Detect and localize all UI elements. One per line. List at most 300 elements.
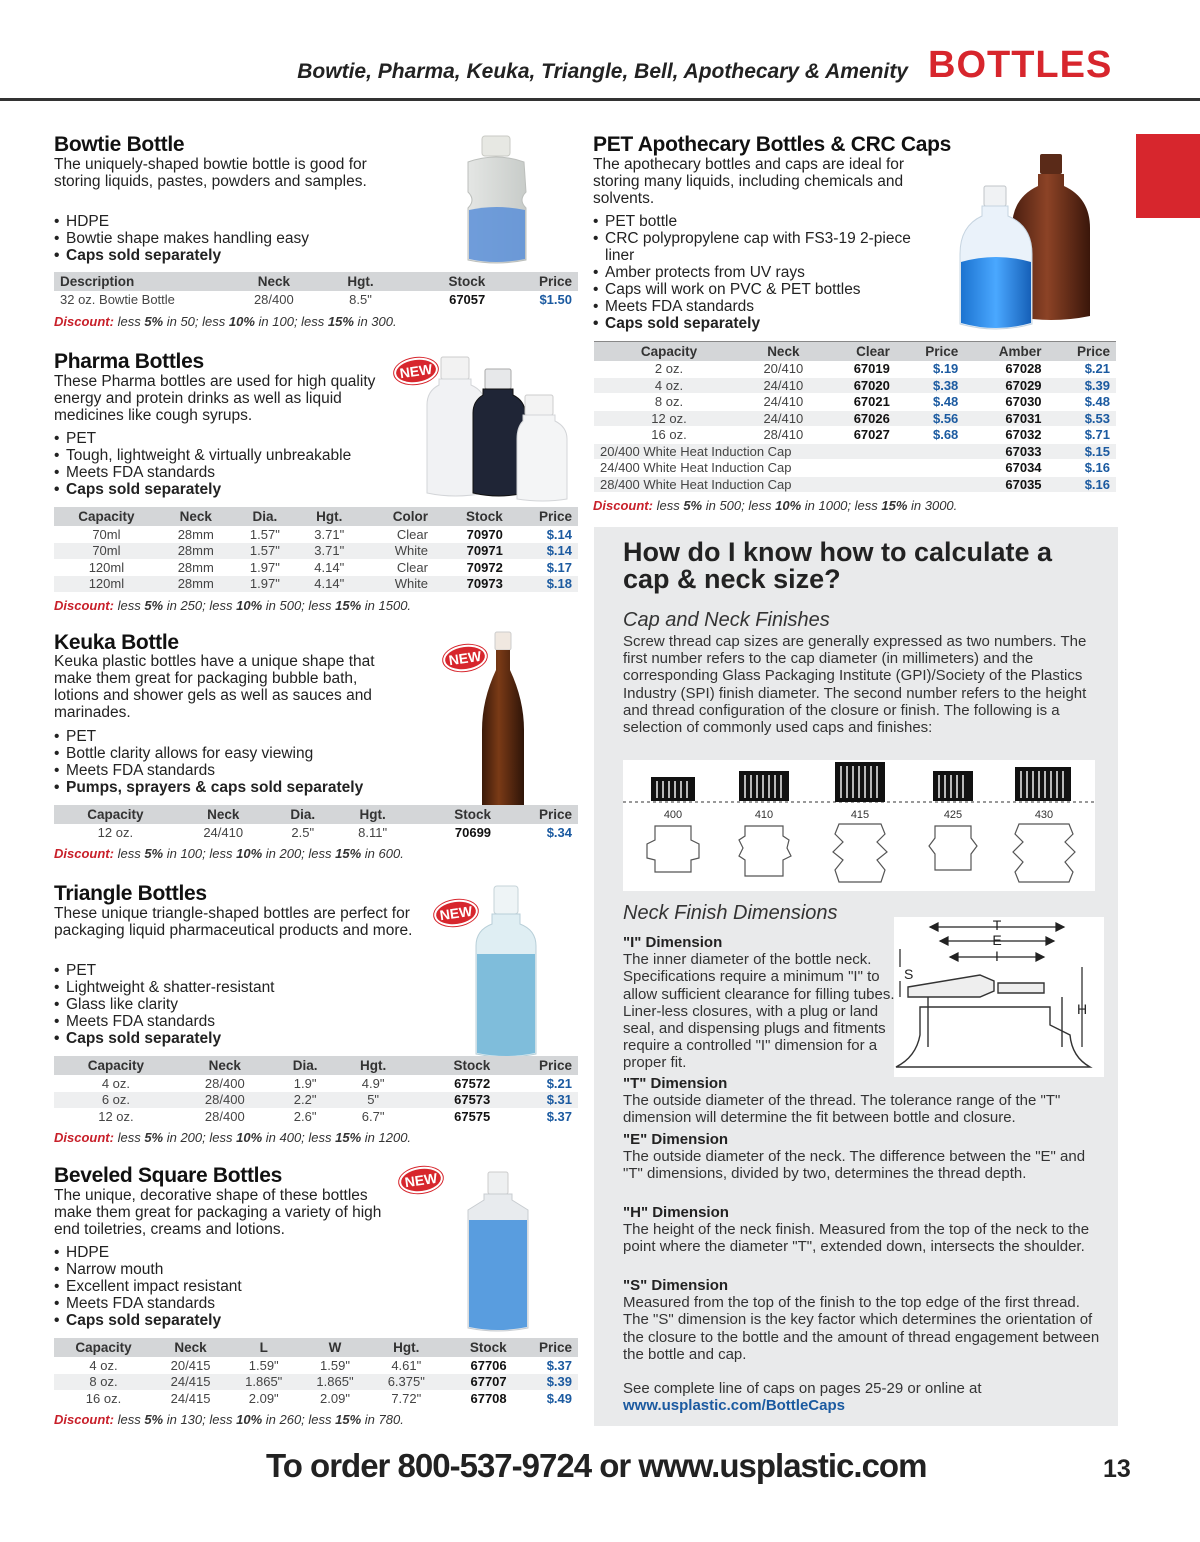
discount-pct: 10% <box>228 314 255 329</box>
table-cell: Clear <box>361 526 434 543</box>
dim-e-head: "E" Dimension <box>623 1131 729 1148</box>
table-row <box>594 460 1116 477</box>
apothecary-discount <box>593 498 957 513</box>
col-header: W <box>299 1338 370 1357</box>
table-cell: 12 oz. <box>54 1108 178 1125</box>
table-cell: 1.865" <box>299 1374 370 1391</box>
col-header: Price <box>1048 342 1116 361</box>
discount-pct: 5% <box>144 1130 164 1145</box>
beveled-table <box>54 1338 578 1407</box>
table-row <box>594 443 1116 460</box>
stock-cell: 67706 <box>442 1357 513 1374</box>
finish-label: 415 <box>850 809 870 821</box>
stock-cell: 67032 <box>964 427 1047 444</box>
table-cell: 4 oz. <box>54 1357 153 1374</box>
dim-e <box>623 1131 1103 1183</box>
neck-dimension-diagram <box>894 917 1104 1077</box>
new-badge: NEW <box>441 642 488 674</box>
table-row <box>594 361 1116 378</box>
discount-text: less <box>117 314 145 329</box>
table-cell: 3.71" <box>297 526 361 543</box>
section-tab <box>1136 134 1200 218</box>
keuka-table <box>54 805 578 841</box>
col-header: Price <box>513 1338 578 1357</box>
price-cell: $.17 <box>509 559 578 576</box>
feature-item: • Excellent impact resistant <box>54 1278 414 1295</box>
discount-text: in 300. <box>353 314 397 329</box>
discount-text: less <box>117 846 145 861</box>
col-header: L <box>228 1338 299 1357</box>
feature-item: • Glass like clarity <box>54 996 414 1013</box>
table-cell: 20/400 White Heat Induction Cap <box>594 443 964 460</box>
table-cell: 8 oz. <box>594 394 744 411</box>
table-row <box>594 394 1116 411</box>
apothecary-desc: The apothecary bottles and caps are ideal for storing many liquids, including chemicals and solvents. <box>593 156 905 207</box>
pharma-title: Pharma Bottles <box>54 350 204 373</box>
table-cell: 120ml <box>54 559 159 576</box>
col-header: Neck <box>744 342 823 361</box>
feature-item: • Narrow mouth <box>54 1261 414 1278</box>
feature-item: • Meets FDA standards <box>54 464 414 481</box>
table-cell: 1.59" <box>299 1357 370 1374</box>
discount-text: in 100; less <box>254 314 328 329</box>
cap-neck-text: Screw thread cap sizes are generally expressed as two numbers. The first number refers to the cap diameter (in millimeters) and the corresponding Glass Packaging Institute (GPI)/Society of the Plastics Industry (SPI) finish diameter. The second number refers to the height and thread configuration of the closure or finish. The following is a selection of commonly used caps and finishes: <box>623 633 1087 737</box>
discount-text: in 780. <box>361 1412 404 1427</box>
dim-i <box>623 934 898 1072</box>
table-cell: 8 oz. <box>54 1374 153 1391</box>
stock-cell: 67030 <box>964 394 1047 411</box>
table-cell: 1.57" <box>233 526 297 543</box>
col-header: Capacity <box>54 1338 153 1357</box>
see-more <box>623 1380 1103 1414</box>
feature-item: • Amber protects from UV rays <box>593 264 938 281</box>
dim-label-i: I <box>995 948 999 964</box>
table-cell: 28/410 <box>744 427 823 444</box>
discount-pct: 15% <box>335 1130 362 1145</box>
price-cell: $.71 <box>1048 427 1116 444</box>
feature-item: • CRC polypropylene cap with FS3-19 2-piece liner <box>593 230 938 264</box>
triangle-table <box>54 1056 578 1125</box>
col-header: Stock <box>397 272 491 291</box>
pharma-bottles-image <box>425 355 571 503</box>
price-cell: $.68 <box>896 427 964 444</box>
dim-e-text: The outside diameter of the neck. The difference between the "E" and "T" dimensions, divided by two, determines the thread depth. <box>623 1148 1086 1183</box>
table-cell: 28mm <box>159 559 233 576</box>
table-cell: White <box>361 576 434 593</box>
price-cell: $.19 <box>896 361 964 378</box>
stock-cell: 67708 <box>442 1390 513 1407</box>
price-cell: $.34 <box>497 824 578 841</box>
col-header: Amber <box>964 342 1047 361</box>
stock-cell: 67027 <box>823 427 896 444</box>
bowtie-discount <box>54 314 397 329</box>
price-cell: $.39 <box>1048 377 1116 394</box>
beveled-title: Beveled Square Bottles <box>54 1164 282 1187</box>
price-cell: $.53 <box>1048 410 1116 427</box>
new-badge: NEW <box>392 355 439 387</box>
bowtie-bottle-image <box>448 134 544 266</box>
cap-neck-subtitle: Cap and Neck Finishes <box>623 609 830 631</box>
triangle-features <box>54 962 414 1047</box>
col-header: Neck <box>177 805 270 824</box>
table-cell: 32 oz. Bowtie Bottle <box>54 291 224 308</box>
discount-pct: 15% <box>335 1412 362 1427</box>
table-cell: 120ml <box>54 576 159 593</box>
table-row <box>54 526 578 543</box>
table-cell: 4 oz. <box>54 1075 178 1092</box>
table-row <box>54 1092 578 1109</box>
table-cell: 7.72" <box>371 1390 442 1407</box>
table-cell: 28/400 <box>178 1075 272 1092</box>
dim-t-head: "T" Dimension <box>623 1075 728 1092</box>
stock-cell: 70970 <box>434 526 509 543</box>
discount-text: in 1500. <box>361 598 412 613</box>
pharma-discount <box>54 598 411 613</box>
discount-text: in 130; less <box>163 1412 237 1427</box>
stock-cell: 67026 <box>823 410 896 427</box>
discount-pct: 10% <box>236 1130 263 1145</box>
table-cell: 1.57" <box>233 543 297 560</box>
discount-pct: 15% <box>335 846 362 861</box>
discount-text: in 600. <box>361 846 404 861</box>
stock-cell: 67035 <box>964 476 1047 493</box>
table-cell: 12 oz. <box>594 410 744 427</box>
finish-label: 425 <box>943 809 963 821</box>
discount-text: in 500; less <box>262 598 336 613</box>
pharma-features <box>54 430 414 498</box>
table-cell: 4.14" <box>297 576 361 593</box>
col-header: Stock <box>442 1338 513 1357</box>
bottle-caps-link[interactable]: www.usplastic.com/BottleCaps <box>623 1397 845 1415</box>
table-cell: 12 oz. <box>54 824 177 841</box>
dim-h-head: "H" Dimension <box>623 1204 729 1221</box>
col-header: Hgt. <box>336 805 410 824</box>
table-cell: 4.61" <box>371 1357 442 1374</box>
dim-t <box>623 1075 1103 1127</box>
table-cell: 4 oz. <box>594 377 744 394</box>
stock-cell: 67028 <box>964 361 1047 378</box>
discount-label: Discount: <box>54 598 114 613</box>
table-cell: 24/410 <box>744 410 823 427</box>
discount-label: Discount: <box>593 498 653 513</box>
price-cell: $.14 <box>509 543 578 560</box>
stock-cell: 67029 <box>964 377 1047 394</box>
col-header: Dia. <box>233 507 297 526</box>
table-cell: 24/410 <box>177 824 270 841</box>
dim-h <box>623 1204 1103 1256</box>
discount-text: in 400; less <box>262 1130 336 1145</box>
price-cell: $.21 <box>1048 361 1116 378</box>
table-cell: 24/410 <box>744 394 823 411</box>
col-header: Neck <box>178 1056 272 1075</box>
discount-text: less <box>117 1412 145 1427</box>
discount-pct: 10% <box>236 1412 263 1427</box>
table-cell: 6 oz. <box>54 1092 178 1109</box>
stock-cell: 70973 <box>434 576 509 593</box>
finish-label: 400 <box>663 809 683 821</box>
price-cell: $.14 <box>509 526 578 543</box>
dim-t-text: The outside diameter of the thread. The tolerance range of the "T" dimension will determine the fit between bottle and closure. <box>623 1092 1061 1127</box>
header-rule <box>0 98 1200 101</box>
price-cell: $.37 <box>496 1108 578 1125</box>
stock-cell: 67707 <box>442 1374 513 1391</box>
finish-label: 410 <box>754 809 774 821</box>
pharma-desc: These Pharma bottles are used for high quality energy and protein drinks as well as liquid medicines like cough syrups. <box>54 373 376 424</box>
feature-item: • Meets FDA standards <box>54 1013 414 1030</box>
col-header: Hgt. <box>324 272 398 291</box>
table-cell: 5" <box>338 1092 407 1109</box>
table-cell: 1.97" <box>233 576 297 593</box>
table-cell: 2 oz. <box>594 361 744 378</box>
discount-text: in 200; less <box>163 1130 237 1145</box>
discount-label: Discount: <box>54 314 114 329</box>
table-cell: 3.71" <box>297 543 361 560</box>
apothecary-features <box>593 213 938 332</box>
table-cell: 1.59" <box>228 1357 299 1374</box>
feature-item: • Caps will work on PVC & PET bottles <box>593 281 938 298</box>
col-header: Price <box>491 272 578 291</box>
price-cell: $.31 <box>496 1092 578 1109</box>
discount-text: less <box>117 598 145 613</box>
price-cell: $.37 <box>513 1357 578 1374</box>
header-subtitle: Bowtie, Pharma, Keuka, Triangle, Bell, Apothecary & Amenity <box>297 60 908 83</box>
price-cell: $.21 <box>496 1075 578 1092</box>
col-header: Capacity <box>54 507 159 526</box>
price-cell: $.56 <box>896 410 964 427</box>
discount-label: Discount: <box>54 846 114 861</box>
dim-h-text: The height of the neck finish. Measured from the top of the neck to the point where the diameter "T", extended down, intersects the shoulder. <box>623 1221 1090 1256</box>
stock-cell: 67057 <box>397 291 491 308</box>
col-header: Stock <box>408 1056 496 1075</box>
section-title: BOTTLES <box>928 44 1113 86</box>
dim-i-text: The inner diameter of the bottle neck. Specifications require a minimum "I" to allow sufficient clearance for filling tubes. Liner-less closures, with a plug or land seal, and dispensing plugs and fitments require a controlled "I" dimension for a proper fit. <box>623 951 895 1072</box>
table-cell: 28mm <box>159 526 233 543</box>
table-cell: 2.09" <box>299 1390 370 1407</box>
col-header: Capacity <box>54 1056 178 1075</box>
stock-cell: 67021 <box>823 394 896 411</box>
dim-s-text: Measured from the top of the finish to the top edge of the first thread. The "S" dimension is the key factor which determines the orientation of the closure to the bottle and the amount of thread engagement between the bottle and cap. <box>623 1294 1100 1363</box>
order-footer: To order 800-537-9724 or www.usplastic.com <box>266 1447 927 1484</box>
discount-pct: 10% <box>236 598 263 613</box>
price-cell: $1.50 <box>491 291 578 308</box>
feature-item: • Caps sold separately <box>54 247 394 264</box>
triangle-title: Triangle Bottles <box>54 882 207 905</box>
keuka-bottle-image <box>478 630 528 822</box>
apothecary-title: PET Apothecary Bottles & CRC Caps <box>593 133 952 156</box>
table-row <box>54 1075 578 1092</box>
dim-i-head: "I" Dimension <box>623 934 723 951</box>
price-cell: $.48 <box>1048 394 1116 411</box>
feature-item: • Caps sold separately <box>54 481 414 498</box>
table-cell: 1.865" <box>228 1374 299 1391</box>
feature-item: • Meets FDA standards <box>54 1295 414 1312</box>
triangle-discount <box>54 1130 411 1145</box>
col-header: Dia. <box>272 1056 339 1075</box>
beveled-desc: The unique, decorative shape of these bottles make them great for packaging a variety of high end toiletries, creams and lotions. <box>54 1187 382 1238</box>
dim-label-s: S <box>904 966 914 982</box>
bowtie-features <box>54 213 394 264</box>
discount-pct: 10% <box>775 498 802 513</box>
apothecary-table <box>594 341 1116 493</box>
table-cell: 2.5" <box>270 824 336 841</box>
dim-label-h: H <box>1077 1001 1088 1017</box>
col-header: Neck <box>153 1338 228 1357</box>
table-cell: 28/400 <box>224 291 324 308</box>
table-cell: 16 oz. <box>594 427 744 444</box>
stock-cell: 70972 <box>434 559 509 576</box>
col-header: Price <box>896 342 964 361</box>
keuka-title: Keuka Bottle <box>54 631 179 654</box>
feature-item: • HDPE <box>54 213 394 230</box>
discount-pct: 15% <box>881 498 908 513</box>
feature-item: • HDPE <box>54 1244 414 1261</box>
discount-pct: 10% <box>236 846 263 861</box>
discount-text: in 260; less <box>262 1412 336 1427</box>
triangle-bottle-image <box>472 884 540 1060</box>
table-cell: 2.6" <box>272 1108 339 1125</box>
feature-item: • Meets FDA standards <box>54 762 414 779</box>
col-header: Stock <box>409 805 497 824</box>
beveled-bottle-image <box>462 1170 534 1334</box>
discount-text: in 1000; less <box>801 498 882 513</box>
page-number: 13 <box>1103 1455 1131 1483</box>
finish-label: 430 <box>1034 809 1054 821</box>
table-cell: 24/400 White Heat Induction Cap <box>594 460 964 477</box>
table-row <box>54 559 578 576</box>
table-cell: Clear <box>361 559 434 576</box>
feature-item: • Bottle clarity allows for easy viewing <box>54 745 414 762</box>
table-cell: 24/415 <box>153 1374 228 1391</box>
table-cell: 28mm <box>159 576 233 593</box>
discount-text: less <box>656 498 684 513</box>
price-cell: $.39 <box>513 1374 578 1391</box>
col-header: Price <box>497 805 578 824</box>
feature-item: • Meets FDA standards <box>593 298 938 315</box>
discount-text: in 500; less <box>702 498 776 513</box>
table-cell: 4.9" <box>338 1075 407 1092</box>
table-cell: 6.7" <box>338 1108 407 1125</box>
discount-label: Discount: <box>54 1130 114 1145</box>
col-header: Dia. <box>270 805 336 824</box>
price-cell: $.15 <box>1048 443 1116 460</box>
apothecary-bottles-image <box>954 152 1094 334</box>
price-cell: $.16 <box>1048 460 1116 477</box>
feature-item: • Tough, lightweight & virtually unbreakable <box>54 447 414 464</box>
col-header: Hgt. <box>371 1338 442 1357</box>
table-cell: 20/410 <box>744 361 823 378</box>
col-header: Neck <box>159 507 233 526</box>
col-header: Neck <box>224 272 324 291</box>
table-cell: 8.11" <box>336 824 410 841</box>
col-header: Capacity <box>594 342 744 361</box>
col-header: Clear <box>823 342 896 361</box>
feature-item: • Caps sold separately <box>54 1312 414 1329</box>
feature-item: • Caps sold separately <box>54 1030 414 1047</box>
discount-pct: 5% <box>683 498 703 513</box>
table-row <box>54 1108 578 1125</box>
stock-cell: 67573 <box>408 1092 496 1109</box>
bowtie-title: Bowtie Bottle <box>54 133 185 156</box>
stock-cell: 70971 <box>434 543 509 560</box>
col-header: Price <box>509 507 578 526</box>
feature-item: • Lightweight & shatter-resistant <box>54 979 414 996</box>
table-cell: 1.97" <box>233 559 297 576</box>
dim-s <box>623 1277 1103 1363</box>
discount-label: Discount: <box>54 1412 114 1427</box>
stock-cell: 70699 <box>409 824 497 841</box>
triangle-desc: These unique triangle-shaped bottles are perfect for packaging liquid pharmaceutical products and more. <box>54 905 413 939</box>
table-row <box>54 543 578 560</box>
bowtie-table <box>54 272 578 308</box>
feature-item: • PET bottle <box>593 213 938 230</box>
price-cell: $.48 <box>896 394 964 411</box>
feature-item: • Bowtie shape makes handling easy <box>54 230 394 247</box>
feature-item: • Pumps, sprayers & caps sold separately <box>54 779 414 796</box>
table-cell: 4.14" <box>297 559 361 576</box>
discount-pct: 5% <box>144 314 164 329</box>
stock-cell: 67019 <box>823 361 896 378</box>
table-cell: 6.375" <box>371 1374 442 1391</box>
table-cell: 28/400 <box>178 1092 272 1109</box>
table-cell: 28/400 White Heat Induction Cap <box>594 476 964 493</box>
stock-cell: 67020 <box>823 377 896 394</box>
col-header: Stock <box>434 507 509 526</box>
price-cell: $.49 <box>513 1390 578 1407</box>
price-cell: $.38 <box>896 377 964 394</box>
table-row <box>54 576 578 593</box>
keuka-discount <box>54 846 404 861</box>
table-cell: 8.5" <box>324 291 398 308</box>
stock-cell: 67034 <box>964 460 1047 477</box>
table-row <box>594 427 1116 444</box>
discount-pct: 5% <box>144 598 164 613</box>
discount-text: in 1200. <box>361 1130 412 1145</box>
bowtie-desc: The uniquely-shaped bowtie bottle is good for storing liquids, pastes, powders and samples. <box>54 156 367 190</box>
col-header: Color <box>361 507 434 526</box>
table-row <box>54 1357 578 1374</box>
table-cell: 16 oz. <box>54 1390 153 1407</box>
table-cell: White <box>361 543 434 560</box>
table-cell: 2.2" <box>272 1092 339 1109</box>
table-cell: 2.09" <box>228 1390 299 1407</box>
table-row <box>594 377 1116 394</box>
table-cell: 70ml <box>54 543 159 560</box>
table-cell: 20/415 <box>153 1357 228 1374</box>
table-cell: 70ml <box>54 526 159 543</box>
new-badge: NEW <box>432 897 479 929</box>
discount-text: in 50; less <box>163 314 229 329</box>
dim-label-t: T <box>992 917 1002 933</box>
col-header: Hgt. <box>338 1056 407 1075</box>
table-cell: 28mm <box>159 543 233 560</box>
table-row <box>594 410 1116 427</box>
table-cell: 24/410 <box>744 377 823 394</box>
feature-item: • PET <box>54 728 414 745</box>
col-header: Price <box>496 1056 578 1075</box>
discount-text: less <box>117 1130 145 1145</box>
keuka-features <box>54 728 414 796</box>
stock-cell: 67575 <box>408 1108 496 1125</box>
stock-cell: 67033 <box>964 443 1047 460</box>
table-row <box>54 291 578 308</box>
col-header: Description <box>54 272 224 291</box>
feature-item: • PET <box>54 430 414 447</box>
table-cell: 28/400 <box>178 1108 272 1125</box>
discount-text: in 200; less <box>262 846 336 861</box>
table-cell: 24/415 <box>153 1390 228 1407</box>
feature-item: • Caps sold separately <box>593 315 938 332</box>
table-row <box>54 1374 578 1391</box>
